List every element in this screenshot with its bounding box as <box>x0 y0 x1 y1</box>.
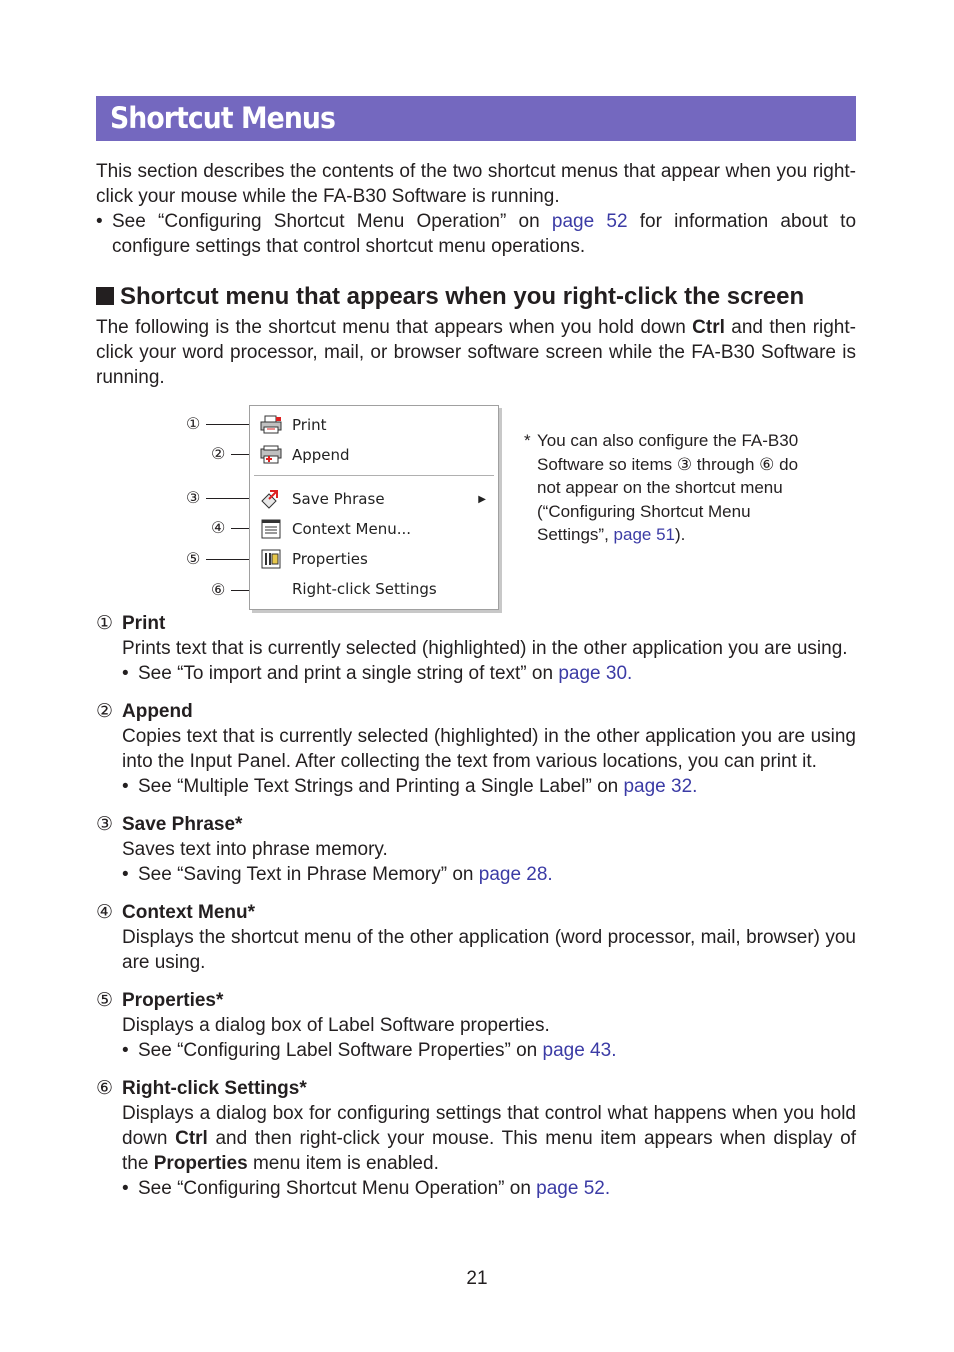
lead-text-end: and then right-click your word processor, mail, or browser software screen while the FA-B30 Software is running. <box>96 317 856 388</box>
lead-text: The following is the shortcut menu that appears when you hold down <box>96 317 693 338</box>
context-menu-icon <box>259 518 283 540</box>
intro-text: This section describes the contents of the two shortcut menus that appear when you right-click your mouse while the FA-B30 Software is running. <box>96 161 856 207</box>
section-banner <box>96 96 856 141</box>
save-phrase-icon <box>259 488 283 510</box>
item-title: Append <box>122 701 193 722</box>
section-title: Shortcut Menus <box>110 101 335 135</box>
menu-item-descriptions <box>96 611 856 1214</box>
description-right-click-settings <box>96 1076 856 1201</box>
callout-number: ⑤ <box>186 551 201 568</box>
intro <box>96 159 856 259</box>
item-title: Context Menu* <box>122 902 255 923</box>
submenu-arrow-icon: ▶ <box>478 493 486 505</box>
reference-text: See “Saving Text in Phrase Memory” on <box>138 864 479 885</box>
menu-item-save-phrase[interactable] <box>250 486 498 512</box>
item-reference: • See “Configuring Shortcut Menu Operation” on page 52. <box>122 1178 611 1199</box>
menu-item-label: Append <box>292 446 350 464</box>
menu-item-properties[interactable] <box>250 546 498 572</box>
item-reference: • See “To import and print a single string of text” on page 30. <box>122 663 633 684</box>
reference-text: See “Multiple Text Strings and Printing a Single Label” on <box>138 776 624 797</box>
properties-text: Properties <box>153 1153 248 1174</box>
lead-paragraph <box>96 315 856 390</box>
page-link[interactable]: page 52 <box>551 211 628 232</box>
description-append <box>96 699 856 799</box>
item-number: ① <box>96 613 114 634</box>
item-reference: • See “Configuring Label Software Properties” on page 43. <box>122 1040 617 1061</box>
callout-number: ③ <box>186 490 201 507</box>
description-properties <box>96 988 856 1063</box>
append-printer-icon <box>259 444 283 466</box>
ctrl-key-text: Ctrl <box>175 1128 208 1149</box>
page-link[interactable]: page 52. <box>536 1178 611 1199</box>
item-number: ③ <box>96 814 114 835</box>
bullet-dot: • <box>96 211 103 232</box>
subsection-heading <box>96 283 866 311</box>
page-link[interactable]: page 30. <box>558 663 633 684</box>
description-save-phrase <box>96 812 856 887</box>
item-reference: • See “Saving Text in Phrase Memory” on page 28. <box>122 864 553 885</box>
menu-item-label: Context Menu... <box>292 520 412 538</box>
intro-bullet-text-end: for information about to configure settings that control shortcut menu operations. <box>112 211 857 257</box>
description-print <box>96 611 856 686</box>
item-body: Copies text that is currently selected (highlighted) in the other application you are using into the Input Panel. After collecting the text from various locations, you can print it. <box>122 726 856 772</box>
item-body: Displays the shortcut menu of the other application (word processor, mail, browser) you are using. <box>122 927 856 973</box>
leader-line <box>206 559 252 560</box>
menu-item-print[interactable] <box>250 412 498 438</box>
item-title: Print <box>122 613 166 634</box>
menu-item-label: Properties <box>292 550 368 568</box>
intro-bullet-text: See “Configuring Shortcut Menu Operation” on <box>112 211 552 232</box>
menu-item-label: Right-click Settings <box>292 580 437 598</box>
item-title: Right-click Settings* <box>122 1078 307 1099</box>
menu-separator <box>254 475 494 477</box>
callout-number: ⑥ <box>211 582 226 599</box>
page-link[interactable]: page 51 <box>613 525 675 544</box>
item-number: ④ <box>96 902 114 923</box>
item-body: Displays a dialog box of Label Software properties. <box>122 1015 550 1036</box>
item-number: ⑤ <box>96 990 114 1011</box>
menu-item-append[interactable] <box>250 442 498 468</box>
page-link[interactable]: page 43. <box>542 1040 617 1061</box>
item-body: Saves text into phrase memory. <box>122 839 388 860</box>
reference-text: See “To import and print a single string of text” on <box>138 663 559 684</box>
menu-item-context-menu[interactable] <box>250 516 498 542</box>
item-title: Save Phrase* <box>122 814 243 835</box>
callout-number: ① <box>186 416 201 433</box>
item-number: ⑥ <box>96 1078 114 1099</box>
leader-line <box>206 424 252 425</box>
reference-text: See “Configuring Shortcut Menu Operation” on <box>138 1178 537 1199</box>
page-link[interactable]: page 28. <box>478 864 553 885</box>
asterisk: * <box>524 431 531 450</box>
item-body: Prints text that is currently selected (highlighted) in the other application you are using. <box>122 638 848 659</box>
callout-number: ④ <box>211 520 226 537</box>
callout-number: ② <box>211 446 226 463</box>
item-number: ② <box>96 701 114 722</box>
square-bullet-icon <box>96 287 114 305</box>
menu-item-label: Save Phrase <box>292 490 385 508</box>
footnote <box>524 429 824 547</box>
menu-item-right-click-settings[interactable] <box>250 576 498 602</box>
item-title: Properties* <box>122 990 224 1011</box>
reference-text: See “Configuring Label Software Properties” on <box>138 1040 543 1061</box>
page-number: 21 <box>466 1268 488 1289</box>
shortcut-menu <box>249 405 499 610</box>
subsection-title: Shortcut menu that appears when you right-click the screen <box>120 283 805 310</box>
description-context-menu <box>96 900 856 975</box>
intro-bullet <box>96 209 856 259</box>
printer-icon <box>259 414 283 436</box>
item-body: Displays a dialog box for configuring settings that control what happens when you hold down Ctrl and then right-click your mouse. This menu item appears when display of the Properties menu item is enabled. <box>122 1103 856 1174</box>
page-link[interactable]: page 32. <box>623 776 698 797</box>
leader-line <box>206 498 252 499</box>
note-text-end: ). <box>675 525 686 544</box>
menu-item-label: Print <box>292 416 327 434</box>
ctrl-key-text: Ctrl <box>692 317 725 338</box>
properties-icon <box>259 548 283 570</box>
note-text: You can also configure the FA-B30 Software so items ③ through ⑥ do not appear on the shortcut menu (“Configuring Shortcut Menu Settings”, <box>537 431 799 544</box>
item-reference: • See “Multiple Text Strings and Printing a Single Label” on page 32. <box>122 776 698 797</box>
